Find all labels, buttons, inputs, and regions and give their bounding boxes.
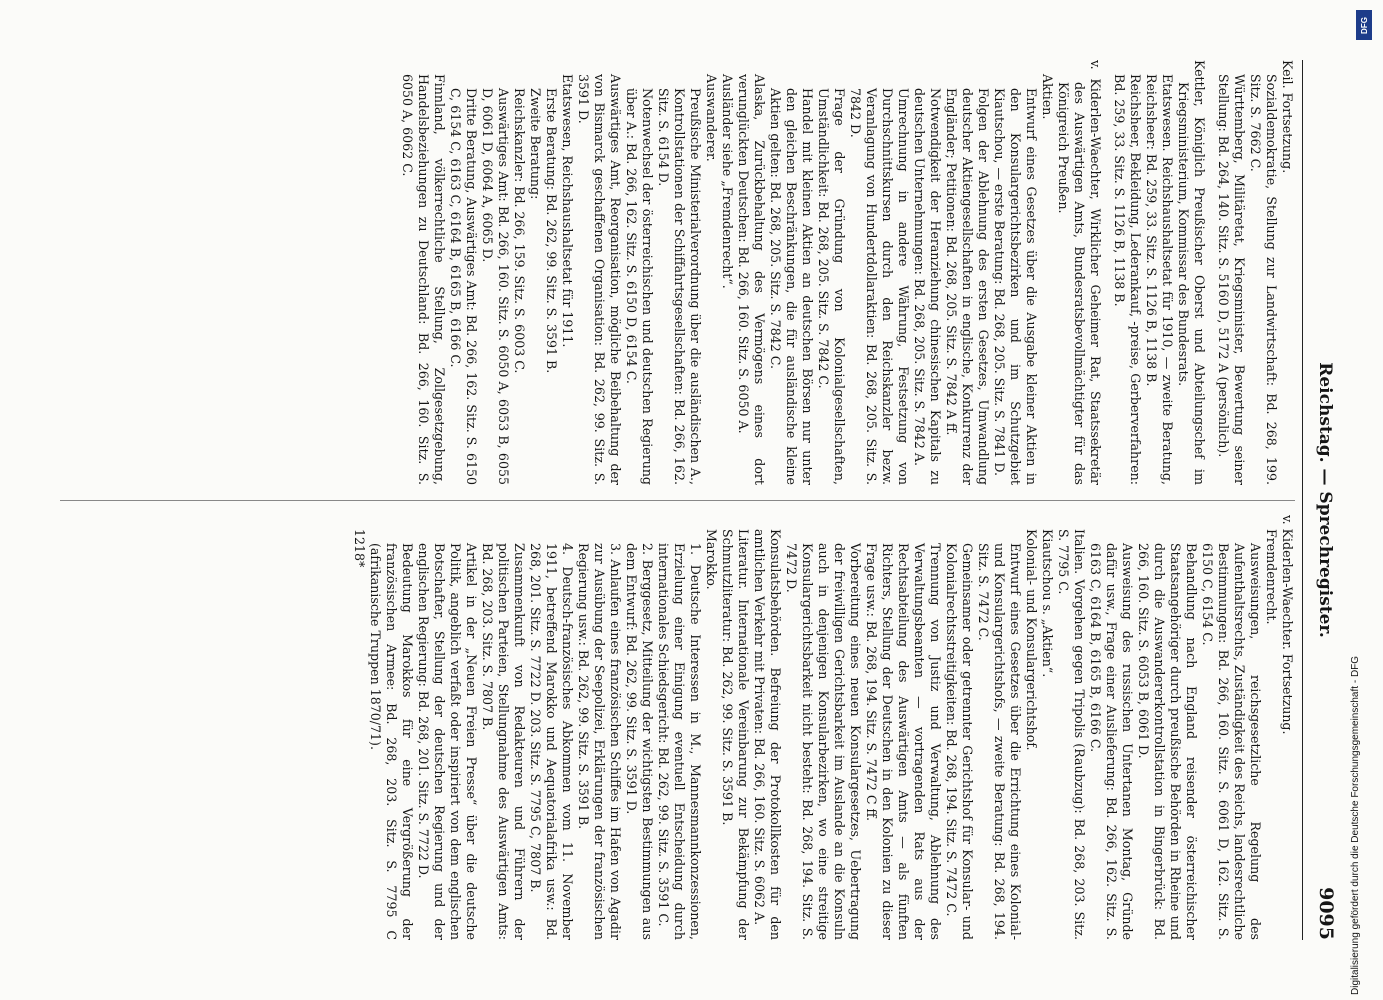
register-entry: Vorbereitung eines neuen Konsulargesetzes, Uebertragung der freiwilligen Gerichtsbarkeit im Auslande an die Konsuln auch in denjenigen Konsularbezirken, wo eine streitige Konsulargerichtsbarkeit nicht besteht: Bd. 268, 194. Sitz. S. 7472 D. (784, 543, 863, 940)
running-head (1302, 60, 1343, 940)
register-entry: Entwurf eines Gesetzes über die Errichtung eines Kolonial- und Konsulargerichtshofs, — zweite Beratung: Bd. 268, 194. Sitz. S. 7472 C. (976, 543, 1023, 940)
register-entry: Italien. Vorgehen gegen Tripolis (Raubzug): Bd. 268, 203. Sitz. S. 7795 C. (1056, 529, 1087, 940)
register-entry: 1. Deutsche Interessen in M., Mannesmannkonzessionen, Erzielung einer Einigung eventuell Entscheidung durch internationales Schiedsgericht: Bd. 262, 99. Sitz. S. 3591 C. (656, 543, 703, 940)
register-entry: Handel mit kleinen Aktien an deutschen Börsen nur unter den gleichen Beschränkungen, die für ausländische kleine Aktien gelten: Bd. 268, 205. Sitz. S. 7842 C. (768, 88, 815, 485)
register-entry: Marokko. (704, 529, 719, 590)
register-entry: Kiautschou s. „Aktien“. (1040, 529, 1055, 678)
register-entry: Literatur. Internationale Vereinbarung zur Bekämpfung der Schmutzliteratur: Bd. 262, 99. Sitz. S. 3591 B. (720, 529, 751, 940)
register-entry: Frage der Gründung von Kolonialgesellschaften, Umständlichkeit: Bd. 268, 205. Sitz. S. 7842 C. (816, 88, 847, 485)
register-entry: Entwurf eines Gesetzes über die Ausgabe kleiner Aktien in den Konsulargerichtsbezirken und im Schutzgebiet Kiautschou, — erste Beratung: Bd. 268, 205. Sitz. S. 7841 D. (992, 88, 1039, 485)
dfg-logo: DFG (1356, 10, 1372, 40)
register-entry: Etatswesen, Reichshaushaltsetat für 1911. (560, 74, 575, 348)
page-number: 9095 (1315, 887, 1337, 940)
running-head-title: Reichstag. — Sprechregister. (1315, 362, 1335, 638)
register-entry: Reichskanzler: Bd. 266, 159. Sitz. S. 6003 C. (512, 88, 527, 374)
entry-spacer (1103, 60, 1111, 485)
register-entry: Erste Beratung: Bd. 262, 99. Sitz. S. 3591 B. (544, 88, 559, 374)
register-entry: Ausweisungen, reichsgesetzliche Regelung des Aufenthaltsrechts, Zuständigkeit des Reichs, landesrechtliche Bestimmungen: Bd. 266, 160. Sitz. S. 6061 D, 162. Sitz. S. 6150 C, 6154 C. (1200, 543, 1263, 940)
register-entry: v. Kiderlen-Waechter. Fortsetzung. (1280, 515, 1295, 735)
register-entry: Auswärtiges Amt, Reorganisation, mögliche Beibehaltung der von Bismarck geschaffenen Organisation: Bd. 262, 99. Sitz. S. 3591 D. (576, 74, 623, 485)
register-entry: Notwendigkeit der Heranziehung chinesischen Kapitals zu deutschen Unternehmungen: Bd. 268, 205. Sitz. S. 7842 A. (912, 88, 943, 485)
register-entry: 3. Anlaufen eines französischen Schiffes im Hafen von Agadir zur Ausübung der Seepolizei, Erklärungen der französischen Regierung usw.: Bd. 262, 99. Sitz. S. 3591 B. (576, 543, 623, 940)
register-entry: Zusammenkunft von Redakteuren und Führern der politischen Parteien, Stellungnahme des Auswärtigen Amts: Bd. 268, 203. Sitz. S. 7807 B. (480, 543, 527, 940)
register-entry: v. Kiderlen-Waechter, Wirklicher Geheimer Rat, Staatssekretär des Auswärtigen Amts, Bundesratsbevollmächtigter für das Königreich Preußen. (1056, 60, 1103, 485)
register-entry: Finnland, völkerrechtliche Stellung, Zollgesetzgebung, Handelsbeziehungen zu Deutschland: Bd. 266, 160. Sitz. S. 6050 A, 6062 C. (400, 74, 447, 485)
register-entry: Alaska, Zurückbehaltung des Vermögens eines dort verunglückten Deutschen: Bd. 266, 160. Sitz. S. 6050 A. (736, 74, 767, 485)
register-entry: Fremdenrecht. (1264, 529, 1279, 625)
register-entry: Sozialdemokratie, Stellung zur Landwirtschaft: Bd. 268, 199. Sitz. S. 7662 C. (1248, 74, 1279, 485)
left-column (60, 60, 1295, 485)
register-entry: 4. Deutsch-französisches Abkommen vom 11. November 1911, betreffend Marokko und Aequatorialafrika usw.: Bd. 268, 201. Sitz. S. 7722 D. 203. Sitz. S. 7795 C, 7807 B. (528, 543, 575, 940)
register-entry: Auswanderer. (704, 74, 719, 162)
register-entry: Ausländer siehe „Fremdenrecht“. (720, 74, 735, 289)
side-note (1348, 0, 1378, 1000)
register-entry: Artikel in der „Neuen Freien Presse“ über die deutsche Politik, angeblich verfaßt oder inspiriert von dem englischen Botschafter, Stellung der deutschen Regierung und der englischen Regierung: Bd. 268, 201. Sitz. S. 7722 D. (416, 543, 479, 940)
register-entry: Notenwechsel der österreichischen und deutschen Regierung über A.: Bd. 266, 162. Sitz. S. 6150 D, 6154 C. (624, 88, 655, 485)
right-column (60, 515, 1295, 940)
two-column-body (60, 60, 1295, 940)
register-entry: Kolonial- und Konsulargerichtshof. (1024, 529, 1039, 751)
register-entry: Dritte Beratung, Auswärtiges Amt: Bd. 266, 162. Sitz. S. 6150 C, 6154 C, 6163 C, 6164 B, 6165 B, 6166 C. (448, 88, 479, 485)
register-entry: 1218* (352, 529, 367, 568)
register-entry: Reichsheer, Bekleidung, Lederankauf, -preise, Gerberverfahren: Bd. 259, 33. Sitz. S. 1126 B, 1138 B. (1112, 74, 1143, 485)
register-entry: Folgen der Ablehnung des ersten Gesetzes, Umwandlung deutscher Aktiengesellschaften in englische, Konkurrenz der Engländer; Petitionen: Bd. 268, 205. Sitz. S. 7842 A ff. (944, 88, 991, 485)
register-entry: Keil. Fortsetzung. (1280, 60, 1295, 174)
digitization-credit: Digitalisierung gefördert durch die Deutsche Forschungsgemeinschaft - DFG (1350, 655, 1361, 995)
register-entry: Preußische Ministerialverordnung über die ausländischen A., Kontrollstationen der Schiffahrtsgesellschaften: Bd. 266, 162. Sitz. S. 6154 D. (656, 88, 703, 485)
register-entry: Konsulatsbehörden. Befreiung der Protokollkosten für den amtlichen Verkehr mit Privaten: Bd. 266, 160. Sitz. S. 6062 A. (752, 529, 783, 940)
register-entry: Kettler, Königlich Preußischer Oberst und Abteilungschef im Kriegsministerium, Kommissar des Bundesrats. (1176, 60, 1207, 485)
register-entry: Ausweisung des russischen Untertanen Montag, Gründe dafür usw., Frage einer Auslieferung: Bd. 266, 162. Sitz. S. 6163 C, 6164 B, 6165 B, 6166 C. (1088, 543, 1135, 940)
register-entry: 2. Berggesetz, Mitteilung der wichtigsten Bestimmungen aus dem Entwurf: Bd. 262, 99. Sitz. S. 3591 D. (624, 543, 655, 940)
register-entry: Trennung von Justiz und Verwaltung, Ablehnung des Verwaltungsbeamten — vortragenden Rats aus der Rechtsabteilung des Auswärtigen Amts — als fünften Richters, Stellung der Deutschen in den Kolonien zu dieser Frage usw.: Bd. 268, 194. Sitz. S. 7472 C ff. (864, 543, 943, 940)
register-entry: Umrechnung in andere Währung, Festsetzung von Durchschnittskursen durch den Reichskanzler bezw. Veranlagung von Hundertdollaraktien: Bd. 268, 205. Sitz. S. 7842 D. (848, 88, 911, 485)
register-entry: Auswärtiges Amt: Bd. 266, 160. Sitz. S. 6050 A, 6053 B, 6055 D, 6061 D, 6064 A, 6065 D. (480, 88, 511, 485)
register-entry: Aktien. (1040, 74, 1055, 120)
register-entry: Bedeutung Marokkos für eine Vergrößerung der französischen Armee: Bd. 268, 203. Sitz. S. 7795 C (afrikanische Truppen 1870/71). (368, 543, 415, 940)
register-entry: Württemberg, Militäretat, Kriegsminister, Bewertung seiner Stellung: Bd. 264, 140. Sitz. S. 5160 D, 5172 A (persönlich). (1216, 74, 1247, 485)
column-divider (60, 500, 1295, 501)
register-entry: Zweite Beratung: (528, 88, 543, 200)
register-entry: Behandlung nach England reisender österreichischer Staatsangehöriger durch preußische Behörden in Rheine und durch die Auswandererkontrollstation in Bingerbrück: Bd. 266, 160. Sitz. S. 6053 B, 6061 D. (1136, 543, 1199, 940)
register-entry: Gemeinsamer oder getrennter Gerichtshof für Konsular- und Kolonialrechtsstreitigkeiten: Bd. 268, 194. Sitz. S. 7472 C. (944, 543, 975, 940)
register-entry: Etatswesen. Reichshaushaltsetat für 1910, — zweite Beratung, Reichsheer: Bd. 259, 33. Sitz. S. 1126 B, 1138 B. (1144, 74, 1175, 485)
entry-spacer (1207, 60, 1215, 485)
